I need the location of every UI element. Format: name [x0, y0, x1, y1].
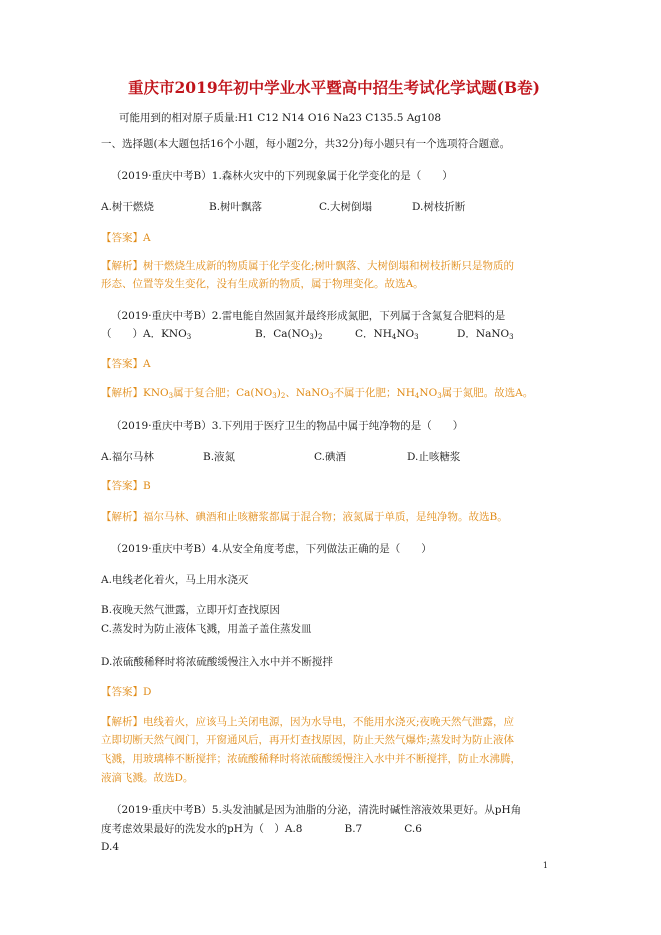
- option-a: （ ）A．$KNO_3$: [101, 328, 192, 341]
- question-4-option-c: C.蒸发时为防止液体飞溅，用盖子盖住蒸发皿: [101, 623, 312, 635]
- question-4-analysis-line-1: 【解析】电线着火，应该马上关闭电源，因为水导电，不能用水浇灭;夜晚天然气泄露，应: [101, 716, 515, 728]
- question-4-option-a: A.电线老化着火，马上用水浇灭: [101, 574, 249, 586]
- option-c: C.碘酒: [314, 451, 346, 463]
- question-3-analysis: 【解析】福尔马林、碘酒和止咳糖浆都属于混合物；液氮属于单质，是纯净物。故选B。: [101, 511, 508, 523]
- question-2-answer: 【答案】A: [101, 358, 151, 370]
- question-4-option-d: D.浓硫酸稀释时将浓硫酸缓慢注入水中并不断搅拌: [101, 656, 333, 668]
- question-1-answer: 【答案】A: [101, 232, 151, 244]
- option-b: B.树叶飘落: [209, 201, 263, 213]
- question-1-stem: （2019·重庆中考B）1.森林火灾中的下列现象属于化学变化的是（ ）: [111, 170, 453, 182]
- atomic-mass-line: 可能用到的相对原子质量:H1 C12 N14 O16 Na23 C135.5 Ag108: [119, 112, 442, 124]
- question-4-analysis-line-4: 液滴飞溅。故选D。: [101, 772, 194, 784]
- question-3-stem: （2019·重庆中考B）3.下列用于医疗卫生的物品中属于纯净物的是（ ）: [111, 420, 464, 432]
- option-a: A.福尔马林: [101, 451, 154, 463]
- option-c: C.大树倒塌: [319, 201, 372, 213]
- question-3-answer: 【答案】B: [101, 480, 151, 492]
- question-1-analysis-line-1: 【解析】树干燃烧生成新的物质属于化学变化;树叶飘落、大树倒塌和树枝折断只是物质的: [101, 260, 515, 272]
- page-title: 重庆市2019年初中学业水平暨高中招生考试化学试题(B卷): [128, 78, 540, 97]
- option-d: D.止咳糖浆: [407, 451, 461, 463]
- question-5-stem-line-1: （2019·重庆中考B）5.头发油腻是因为油脂的分泌，清洗时碱性溶液效果更好。从pH角: [111, 804, 522, 816]
- option-d: D．NaNO$_3$: [457, 328, 514, 341]
- question-5-stem-line-2: 度考虑效果最好的洗发水的pH为（ ）A.8 B.7 C.6: [101, 823, 422, 835]
- question-4-answer: 【答案】D: [101, 686, 152, 698]
- question-1-analysis-line-2: 形态、位置等发生变化，没有生成新的物质，属于物理变化。故选A。: [101, 278, 424, 290]
- option-b: B.液氮: [203, 451, 236, 463]
- question-4-option-b: B.夜晚天然气泄露，立即开灯查找原因: [101, 604, 281, 616]
- question-5-option-d: D.4: [101, 841, 120, 853]
- question-2-analysis: 【解析】$KNO_3$属于复合肥；$Ca(NO_3)_2$、NaNO$_3$不属于化肥；$NH_4NO_3$属于氮肥。故选A。: [101, 387, 534, 400]
- page-number: 1: [542, 861, 548, 870]
- question-4-analysis-line-3: 飞溅，用玻璃棒不断搅拌；浓硫酸稀释时将浓硫酸缓慢注入水中并不断搅拌，防止水沸腾，: [101, 753, 521, 765]
- question-4-analysis-line-2: 立即切断天然气阀门，开窗通风后，再开灯查找原因，防止天然气爆炸;蒸发时为防止液体: [101, 734, 515, 746]
- option-a: A.树干燃烧: [101, 201, 154, 213]
- option-b: B．$Ca(NO_3)_2$: [255, 328, 323, 341]
- section-header: 一、选择题(本大题包括16个小题，每小题2分，共32分)每小题只有一个选项符合题意。: [101, 138, 511, 150]
- option-c: C．$NH_4NO_3$: [355, 328, 419, 341]
- question-2-stem: （2019·重庆中考B）2.雷电能自然固氮并最终形成氮肥，下列属于含氮复合肥料的是: [111, 310, 506, 322]
- question-4-stem: （2019·重庆中考B）4.从安全角度考虑，下列做法正确的是（ ）: [111, 543, 432, 555]
- option-d: D.树枝折断: [412, 201, 466, 213]
